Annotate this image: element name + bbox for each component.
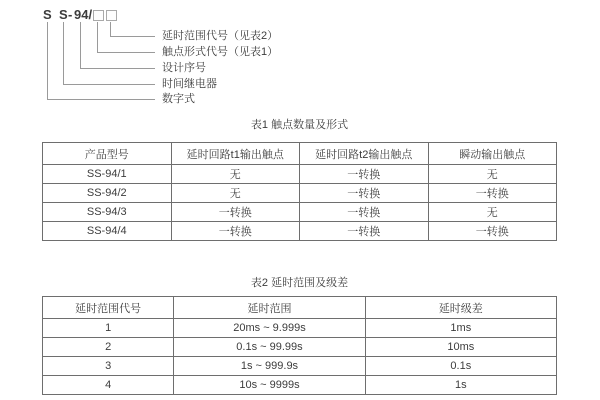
diagram-line bbox=[110, 36, 155, 37]
header-cell: 瞬动输出触点 bbox=[428, 143, 557, 165]
table-cell: 10s ~ 9999s bbox=[174, 376, 365, 395]
header-cell: 产品型号 bbox=[43, 143, 172, 165]
table-cell: SS-94/3 bbox=[43, 203, 172, 222]
delay-range-table bbox=[42, 296, 557, 395]
table-row bbox=[43, 184, 557, 203]
label-contact-form-code: 触点形式代号（见表1） bbox=[162, 46, 279, 58]
model-char-digital: S bbox=[43, 7, 52, 22]
model-dash: - bbox=[68, 7, 73, 22]
header-cell: 延时回路t2输出触点 bbox=[300, 143, 429, 165]
header-cell: 延时范围 bbox=[174, 297, 365, 319]
table-cell: 无 bbox=[171, 184, 300, 203]
table-cell: SS-94/2 bbox=[43, 184, 172, 203]
table-cell: 一转换 bbox=[300, 203, 429, 222]
label-design-serial: 设计序号 bbox=[162, 62, 206, 74]
header-cell: 延时回路t1输出触点 bbox=[171, 143, 300, 165]
table-cell: 0.1s ~ 99.99s bbox=[174, 338, 365, 357]
table-cell: 一转换 bbox=[428, 222, 557, 241]
label-time-relay: 时间继电器 bbox=[162, 78, 217, 90]
table-row bbox=[43, 357, 557, 376]
label-delay-range-code: 延时范围代号（见表2） bbox=[162, 30, 279, 42]
table-cell: SS-94/1 bbox=[43, 165, 172, 184]
table-cell: 一转换 bbox=[300, 184, 429, 203]
table-cell: 一转换 bbox=[428, 184, 557, 203]
header-cell: 延时级差 bbox=[365, 297, 556, 319]
header-row bbox=[43, 143, 557, 165]
table-cell: 无 bbox=[171, 165, 300, 184]
diagram-line bbox=[110, 22, 111, 36]
placeholder-box-delay-code-icon bbox=[106, 10, 117, 21]
table2-title: 表2 延时范围及级差 bbox=[250, 277, 349, 289]
table-cell: 10ms bbox=[365, 338, 556, 357]
table-row bbox=[43, 165, 557, 184]
label-digital-type: 数字式 bbox=[162, 93, 195, 105]
table-row bbox=[43, 222, 557, 241]
table-cell: 1s ~ 999.9s bbox=[174, 357, 365, 376]
table-row bbox=[43, 376, 557, 395]
table-cell: 4 bbox=[43, 376, 174, 395]
table-cell: 一转换 bbox=[171, 203, 300, 222]
model-char-relay: S bbox=[59, 7, 68, 22]
diagram-line bbox=[63, 22, 64, 84]
table-cell: 3 bbox=[43, 357, 174, 376]
diagram-line bbox=[63, 84, 155, 85]
diagram-line bbox=[47, 99, 155, 100]
header-row bbox=[43, 297, 557, 319]
diagram-line bbox=[97, 52, 155, 53]
table-row bbox=[43, 338, 557, 357]
header-cell: 延时范围代号 bbox=[43, 297, 174, 319]
contact-form-table bbox=[42, 142, 557, 241]
table-cell: 0.1s bbox=[365, 357, 556, 376]
table-cell: 无 bbox=[428, 165, 557, 184]
table-cell: 1 bbox=[43, 319, 174, 338]
diagram-line bbox=[80, 68, 155, 69]
table-row bbox=[43, 203, 557, 222]
table1-title: 表1 触点数量及形式 bbox=[250, 119, 349, 131]
model-designation-diagram bbox=[0, 0, 600, 112]
table-cell: 无 bbox=[428, 203, 557, 222]
table-cell: 1s bbox=[365, 376, 556, 395]
table-cell: 20ms ~ 9.999s bbox=[174, 319, 365, 338]
table-cell: 一转换 bbox=[300, 165, 429, 184]
table-cell: 1ms bbox=[365, 319, 556, 338]
diagram-line bbox=[97, 22, 98, 53]
diagram-line bbox=[80, 22, 81, 68]
placeholder-box-contact-code-icon bbox=[93, 10, 104, 21]
table-cell: 一转换 bbox=[171, 222, 300, 241]
table-cell: 一转换 bbox=[300, 222, 429, 241]
model-series-number: 94/ bbox=[74, 7, 93, 22]
diagram-line bbox=[47, 22, 48, 99]
table-cell: SS-94/4 bbox=[43, 222, 172, 241]
table-row bbox=[43, 319, 557, 338]
table-cell: 2 bbox=[43, 338, 174, 357]
